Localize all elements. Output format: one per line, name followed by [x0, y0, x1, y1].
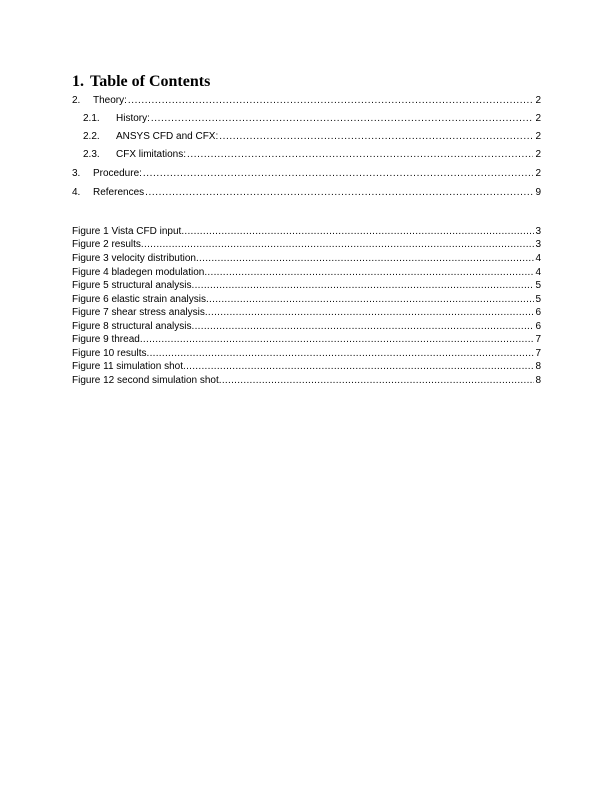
- toc-entry-theory[interactable]: [72, 95, 541, 107]
- toc-entry-title: References: [93, 187, 145, 198]
- toc-entry-cfx-limitations[interactable]: [83, 149, 541, 161]
- dot-leader: [181, 226, 534, 238]
- dot-leader: [183, 361, 534, 373]
- figure-entry-page: 7: [535, 348, 541, 359]
- toc-heading: [72, 73, 210, 91]
- figure-entry[interactable]: [72, 375, 541, 387]
- dot-leader: [187, 149, 533, 161]
- dot-leader: [192, 280, 535, 292]
- dot-leader: [141, 239, 535, 251]
- toc-entry-title: ANSYS CFD and CFX:: [116, 131, 219, 142]
- figure-entry[interactable]: [72, 226, 541, 238]
- dot-leader: [143, 168, 534, 180]
- figure-entry-title: Figure 11 simulation shot: [72, 361, 183, 372]
- dot-leader: [145, 187, 533, 199]
- toc-entry-references[interactable]: [72, 187, 541, 199]
- toc-entry-number: 2.: [72, 95, 81, 106]
- figure-entry[interactable]: [72, 294, 541, 306]
- figure-entry[interactable]: [72, 361, 541, 373]
- toc-entry-number: 2.3.: [83, 149, 100, 160]
- dot-leader: [192, 321, 535, 333]
- figure-entry-title: Figure 2 results: [72, 239, 141, 250]
- toc-entry-title: CFX limitations:: [116, 149, 187, 160]
- figure-entry[interactable]: [72, 267, 541, 279]
- figure-entry[interactable]: [72, 253, 541, 265]
- figure-entry-page: 4: [535, 267, 541, 278]
- toc-entry-number: 3.: [72, 168, 81, 179]
- toc-entry-title: History:: [116, 113, 150, 124]
- figure-entry-page: 3: [535, 226, 541, 237]
- toc-entry-procedure[interactable]: [72, 168, 541, 180]
- dot-leader: [146, 348, 534, 360]
- figure-entry[interactable]: [72, 348, 541, 360]
- figure-entry-page: 7: [535, 334, 541, 345]
- dot-leader: [151, 113, 534, 125]
- dot-leader: [205, 307, 535, 319]
- figure-entry-page: 4: [535, 253, 541, 264]
- dot-leader: [128, 95, 534, 107]
- figure-entry-title: Figure 8 structural analysis: [72, 321, 192, 332]
- figure-entry-page: 3: [535, 239, 541, 250]
- figure-entry-page: 5: [535, 280, 541, 291]
- toc-entry-page: 2: [535, 95, 541, 106]
- toc-entry-page: 2: [535, 113, 541, 124]
- figure-entry-title: Figure 3 velocity distribution: [72, 253, 196, 264]
- dot-leader: [206, 294, 534, 306]
- dot-leader: [140, 334, 535, 346]
- figure-entry-page: 6: [535, 321, 541, 332]
- toc-entry-page: 2: [535, 149, 541, 160]
- toc-entry-page: 2: [535, 131, 541, 142]
- figure-entry-title: Figure 12 second simulation shot: [72, 375, 219, 386]
- figure-entry[interactable]: [72, 307, 541, 319]
- figure-entry[interactable]: [72, 280, 541, 292]
- toc-entry-page: 2: [535, 168, 541, 179]
- figure-entry-page: 5: [535, 294, 541, 305]
- figure-entry-title: Figure 5 structural analysis: [72, 280, 192, 291]
- figure-entry[interactable]: [72, 334, 541, 346]
- figure-entry-title: Figure 1 Vista CFD input: [72, 226, 182, 237]
- figure-entry-title: Figure 7 shear stress analysis: [72, 307, 205, 318]
- figure-entry-title: Figure 10 results: [72, 348, 147, 359]
- toc-entry-title: Theory:: [93, 95, 127, 106]
- dot-leader: [219, 131, 533, 143]
- dot-leader: [196, 253, 534, 265]
- figure-entry[interactable]: [72, 321, 541, 333]
- toc-entry-page: 9: [535, 187, 541, 198]
- figure-entry-title: Figure 4 bladegen modulation: [72, 267, 205, 278]
- toc-heading-number: 1.: [72, 73, 84, 90]
- figure-entry-title: Figure 6 elastic strain analysis: [72, 294, 206, 305]
- toc-entry-ansys-cfd-cfx[interactable]: [83, 131, 541, 143]
- figure-entry[interactable]: [72, 239, 541, 251]
- figure-entry-page: 8: [535, 375, 541, 386]
- figure-entry-title: Figure 9 thread: [72, 334, 140, 345]
- toc-entry-number: 2.1.: [83, 113, 100, 124]
- figure-entry-page: 8: [535, 361, 541, 372]
- toc-entry-number: 4.: [72, 187, 81, 198]
- toc-heading-title: Table of Contents: [90, 73, 211, 90]
- toc-entry-number: 2.2.: [83, 131, 100, 142]
- figure-entry-page: 6: [535, 307, 541, 318]
- toc-entry-title: Procedure:: [93, 168, 142, 179]
- dot-leader: [219, 375, 535, 387]
- dot-leader: [204, 267, 534, 279]
- toc-entry-history[interactable]: [83, 113, 541, 125]
